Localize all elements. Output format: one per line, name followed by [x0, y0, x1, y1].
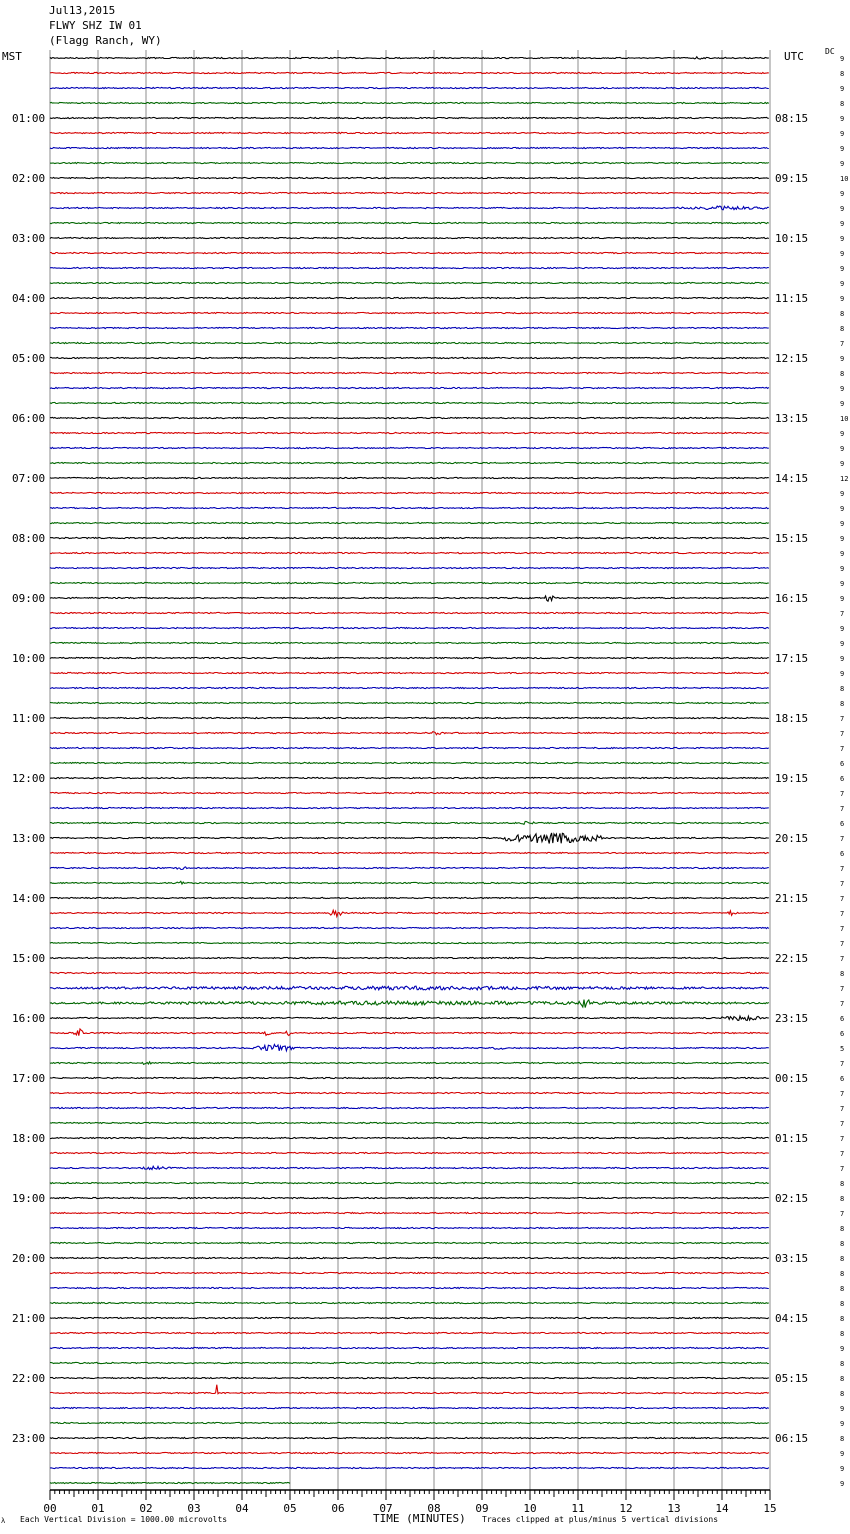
trace-row-42 [50, 687, 769, 688]
trace-row-50 [50, 807, 769, 808]
trace-row-21 [50, 372, 769, 373]
dc-value-label: 8 [840, 70, 845, 78]
hour-label-mst: 17:00 [12, 1072, 46, 1085]
trace-row-9 [50, 192, 769, 193]
trace-row-11 [50, 222, 769, 223]
dc-value-label: 8 [840, 970, 845, 978]
dc-value-label: 9 [840, 145, 845, 153]
hour-label-utc: 21:15 [775, 892, 809, 905]
trace-row-70 [50, 1107, 769, 1108]
trace-row-45 [50, 732, 769, 735]
trace-row-36 [50, 596, 769, 601]
dc-value-label: 6 [840, 820, 845, 828]
trace-row-35 [50, 582, 769, 583]
trace-row-54 [50, 867, 769, 870]
hour-label-mst: 11:00 [12, 712, 46, 725]
dc-value-label: 9 [840, 130, 845, 138]
dc-value-label: 7 [840, 730, 845, 738]
trace-row-13 [50, 252, 769, 253]
header-date: Jul13,2015 [49, 4, 116, 17]
trace-row-51 [50, 821, 769, 824]
x-tick-label: 00 [43, 1502, 57, 1515]
dc-value-label: 7 [840, 715, 845, 723]
dc-value-label: 9 [840, 1405, 845, 1413]
dc-value-label: 9 [840, 1420, 845, 1428]
trace-row-28 [50, 477, 769, 478]
dc-value-label: 6 [840, 850, 845, 858]
dc-value-label: 9 [840, 1450, 845, 1458]
hour-label-mst: 03:00 [12, 232, 46, 245]
dc-value-label: 7 [840, 1165, 845, 1173]
hour-label-utc: 18:15 [775, 712, 809, 725]
trace-row-85 [50, 1332, 769, 1333]
hour-label-utc: 06:15 [775, 1432, 809, 1445]
dc-value-label: 7 [840, 940, 845, 948]
trace-row-1 [50, 72, 769, 73]
trace-row-0 [50, 57, 769, 59]
dc-value-label: 9 [840, 250, 845, 258]
trace-row-39 [50, 642, 769, 643]
trace-row-56 [50, 897, 769, 898]
dc-value-label: 9 [840, 1345, 845, 1353]
dc-value-label: 8 [840, 1375, 845, 1383]
dc-value-label: 7 [840, 1150, 845, 1158]
hour-label-mst: 07:00 [12, 472, 46, 485]
hour-label-utc: 09:15 [775, 172, 809, 185]
trace-row-8 [50, 177, 769, 178]
hour-label-mst: 15:00 [12, 952, 46, 965]
dc-value-label: 9 [840, 430, 845, 438]
dc-value-label: 9 [840, 400, 845, 408]
hour-label-utc: 16:15 [775, 592, 809, 605]
dc-value-label: 9 [840, 490, 845, 498]
trace-row-66 [50, 1044, 769, 1050]
trace-row-31 [50, 522, 769, 523]
x-tick-label: 02 [139, 1502, 153, 1515]
hour-label-mst: 18:00 [12, 1132, 46, 1145]
x-tick-label: 04 [235, 1502, 249, 1515]
dc-value-label: 10 [840, 415, 849, 423]
hour-label-utc: 20:15 [775, 832, 809, 845]
trace-row-79 [50, 1242, 769, 1243]
trace-row-29 [50, 492, 769, 493]
hour-label-mst: 02:00 [12, 172, 46, 185]
dc-value-label: 8 [840, 310, 845, 318]
dc-value-label: 9 [840, 355, 845, 363]
dc-value-label: 8 [840, 1390, 845, 1398]
trace-row-2 [50, 87, 769, 88]
hour-label-utc: 13:15 [775, 412, 809, 425]
hour-label-mst: 12:00 [12, 772, 46, 785]
hour-label-mst: 19:00 [12, 1192, 46, 1205]
hour-label-mst: 08:00 [12, 532, 46, 545]
hour-label-utc: 08:15 [775, 112, 809, 125]
hour-label-utc: 02:15 [775, 1192, 809, 1205]
trace-row-69 [50, 1092, 769, 1093]
dc-value-label: 9 [840, 625, 845, 633]
trace-row-61 [50, 972, 769, 973]
scale-note: Each Vertical Division = 1000.00 microvolts [20, 1515, 228, 1524]
hour-label-utc: 04:15 [775, 1312, 809, 1325]
dc-value-label: 9 [840, 115, 845, 123]
dc-value-label: 8 [840, 1195, 845, 1203]
x-tick-label: 14 [715, 1502, 729, 1515]
dc-value-label: 8 [840, 1240, 845, 1248]
dc-value-label: 7 [840, 925, 845, 933]
dc-value-label: 7 [840, 1120, 845, 1128]
dc-value-label: 9 [840, 505, 845, 513]
header-location: (Flagg Ranch, WY) [49, 34, 162, 47]
trace-row-60 [50, 957, 769, 958]
trace-row-62 [50, 986, 769, 990]
hour-label-utc: 10:15 [775, 232, 809, 245]
hour-label-utc: 15:15 [775, 532, 809, 545]
hour-label-mst: 01:00 [12, 112, 46, 125]
dc-value-label: 7 [840, 340, 845, 348]
dc-value-label: 9 [840, 220, 845, 228]
dc-value-label: 9 [840, 295, 845, 303]
trace-row-78 [50, 1227, 769, 1228]
trace-row-63 [50, 1000, 769, 1008]
x-tick-label: 08 [427, 1502, 441, 1515]
trace-row-41 [50, 672, 769, 673]
trace-row-75 [50, 1182, 769, 1183]
hour-label-utc: 14:15 [775, 472, 809, 485]
trace-row-16 [50, 297, 769, 298]
x-axis-label: TIME (MINUTES) [373, 1512, 466, 1525]
dc-value-label: 8 [840, 700, 845, 708]
trace-row-81 [50, 1272, 769, 1273]
trace-row-48 [50, 777, 769, 778]
dc-value-label: 9 [840, 160, 845, 168]
dc-value-label: 10 [840, 175, 849, 183]
hour-label-utc: 01:15 [775, 1132, 809, 1145]
trace-row-18 [50, 327, 769, 328]
dc-value-label: 7 [840, 745, 845, 753]
trace-row-57 [50, 910, 769, 916]
trace-row-68 [50, 1077, 769, 1078]
dc-value-label: 8 [840, 100, 845, 108]
hour-label-utc: 11:15 [775, 292, 809, 305]
dc-value-label: 9 [840, 1465, 845, 1473]
dc-value-label: 7 [840, 835, 845, 843]
trace-row-88 [50, 1377, 769, 1378]
dc-value-label: 9 [840, 205, 845, 213]
dc-value-label: 8 [840, 325, 845, 333]
hour-label-mst: 09:00 [12, 592, 46, 605]
dc-value-label: 9 [840, 640, 845, 648]
x-tick-label: 05 [283, 1502, 297, 1515]
hour-label-mst: 14:00 [12, 892, 46, 905]
trace-row-20 [50, 357, 769, 358]
dc-value-label: 9 [840, 280, 845, 288]
trace-row-27 [50, 462, 769, 463]
dc-value-label: 7 [840, 865, 845, 873]
dc-value-label: 5 [840, 1045, 845, 1053]
clip-note: Traces clipped at plus/minus 5 vertical divisions [482, 1515, 719, 1524]
dc-value-label: 8 [840, 1315, 845, 1323]
dc-value-label: 7 [840, 880, 845, 888]
dc-value-label: 7 [840, 1090, 845, 1098]
dc-value-label: 7 [840, 1060, 845, 1068]
dc-value-label: 9 [840, 595, 845, 603]
trace-row-7 [50, 162, 769, 163]
dc-value-label: 9 [840, 385, 845, 393]
dc-value-label: 6 [840, 760, 845, 768]
hour-label-mst: 22:00 [12, 1372, 46, 1385]
trace-row-94 [50, 1467, 769, 1468]
dc-value-label: 7 [840, 1135, 845, 1143]
hour-label-utc: 17:15 [775, 652, 809, 665]
dc-value-label: 8 [840, 370, 845, 378]
dc-value-label: 8 [840, 1270, 845, 1278]
dc-value-label: 7 [840, 1210, 845, 1218]
trace-row-49 [50, 792, 769, 793]
dc-value-label: 9 [840, 550, 845, 558]
x-tick-label: 03 [187, 1502, 201, 1515]
hour-label-mst: 05:00 [12, 352, 46, 365]
dc-value-label: 8 [840, 1285, 845, 1293]
x-tick-label: 06 [331, 1502, 345, 1515]
hour-label-utc: 03:15 [775, 1252, 809, 1265]
corner-mark: λ [1, 1517, 6, 1525]
dc-value-label: 7 [840, 985, 845, 993]
hour-label-mst: 06:00 [12, 412, 46, 425]
dc-value-label: 7 [840, 895, 845, 903]
trace-row-33 [50, 552, 769, 553]
hour-label-utc: 19:15 [775, 772, 809, 785]
dc-value-label: 6 [840, 775, 845, 783]
dc-value-label: 8 [840, 685, 845, 693]
trace-row-95 [50, 1482, 290, 1483]
trace-row-52 [50, 833, 769, 844]
trace-row-37 [50, 612, 769, 613]
dc-value-label: 12 [840, 475, 849, 483]
dc-value-label: 8 [840, 1435, 845, 1443]
hour-label-mst: 23:00 [12, 1432, 46, 1445]
dc-value-label: 7 [840, 805, 845, 813]
right-zone-label: UTC [784, 50, 804, 63]
trace-row-92 [50, 1437, 769, 1438]
trace-row-64 [50, 1016, 769, 1020]
dc-value-label: 8 [840, 1225, 845, 1233]
x-tick-label: 15 [763, 1502, 777, 1515]
trace-row-17 [50, 312, 769, 313]
dc-value-label: 9 [840, 190, 845, 198]
trace-row-76 [50, 1197, 769, 1198]
trace-row-93 [50, 1452, 769, 1453]
trace-row-6 [50, 147, 769, 148]
trace-row-30 [50, 507, 769, 508]
dc-value-label: 9 [840, 670, 845, 678]
trace-row-86 [50, 1347, 769, 1348]
trace-row-90 [50, 1407, 769, 1408]
trace-row-23 [50, 402, 769, 403]
trace-row-14 [50, 267, 769, 268]
trace-row-10 [50, 206, 769, 210]
trace-row-32 [50, 537, 769, 538]
dc-value-label: 6 [840, 1015, 845, 1023]
dc-value-label: 8 [840, 1180, 845, 1188]
trace-row-22 [50, 387, 769, 388]
trace-row-47 [50, 762, 769, 763]
dc-value-label: 9 [840, 445, 845, 453]
x-tick-label: 09 [475, 1502, 489, 1515]
trace-row-12 [50, 237, 769, 238]
trace-row-24 [50, 417, 769, 418]
trace-row-55 [50, 881, 769, 884]
dc-value-label: 9 [840, 265, 845, 273]
trace-row-89 [50, 1385, 769, 1394]
trace-row-80 [50, 1257, 769, 1258]
trace-row-77 [50, 1212, 769, 1213]
dc-value-label: 9 [840, 565, 845, 573]
dc-value-label: 7 [840, 1105, 845, 1113]
hour-label-utc: 05:15 [775, 1372, 809, 1385]
dc-value-label: 7 [840, 1000, 845, 1008]
x-tick-label: 12 [619, 1502, 633, 1515]
dc-label: DC [825, 47, 835, 56]
trace-row-15 [50, 282, 769, 283]
x-tick-label: 07 [379, 1502, 393, 1515]
dc-value-label: 7 [840, 955, 845, 963]
hour-label-mst: 20:00 [12, 1252, 46, 1265]
trace-row-40 [50, 657, 769, 658]
trace-row-34 [50, 567, 769, 568]
trace-row-84 [50, 1317, 769, 1318]
hour-label-mst: 16:00 [12, 1012, 46, 1025]
dc-value-label: 9 [840, 520, 845, 528]
trace-row-58 [50, 927, 769, 928]
trace-row-91 [50, 1422, 769, 1423]
trace-row-87 [50, 1362, 769, 1363]
dc-value-label: 6 [840, 1030, 845, 1038]
trace-row-59 [50, 942, 769, 943]
dc-value-label: 7 [840, 610, 845, 618]
hour-label-utc: 00:15 [775, 1072, 809, 1085]
dc-value-label: 8 [840, 1300, 845, 1308]
hour-label-utc: 12:15 [775, 352, 809, 365]
dc-value-label: 9 [840, 460, 845, 468]
hour-label-utc: 23:15 [775, 1012, 809, 1025]
dc-value-label: 8 [840, 1255, 845, 1263]
x-tick-label: 01 [91, 1502, 105, 1515]
trace-row-19 [50, 342, 769, 343]
dc-value-label: 9 [840, 235, 845, 243]
dc-value-label: 9 [840, 55, 845, 63]
trace-row-38 [50, 627, 769, 628]
dc-value-label: 9 [840, 85, 845, 93]
dc-value-label: 9 [840, 655, 845, 663]
trace-row-5 [50, 132, 769, 133]
trace-row-82 [50, 1287, 769, 1288]
hour-label-mst: 13:00 [12, 832, 46, 845]
trace-row-3 [50, 102, 769, 103]
trace-row-43 [50, 702, 769, 703]
trace-row-25 [50, 432, 769, 433]
x-tick-label: 13 [667, 1502, 681, 1515]
trace-row-65 [50, 1029, 769, 1036]
dc-value-label: 9 [840, 580, 845, 588]
trace-row-26 [50, 447, 769, 448]
trace-row-72 [50, 1137, 769, 1138]
trace-row-83 [50, 1302, 769, 1303]
dc-value-label: 6 [840, 1075, 845, 1083]
dc-value-label: 9 [840, 1480, 845, 1488]
x-tick-label: 10 [523, 1502, 537, 1515]
trace-row-44 [50, 717, 769, 718]
hour-label-mst: 10:00 [12, 652, 46, 665]
trace-row-73 [50, 1152, 769, 1153]
trace-row-46 [50, 747, 769, 748]
trace-row-67 [50, 1062, 769, 1065]
dc-value-label: 8 [840, 1330, 845, 1338]
trace-row-71 [50, 1122, 769, 1123]
trace-row-4 [50, 117, 769, 118]
dc-value-label: 7 [840, 910, 845, 918]
hour-label-utc: 22:15 [775, 952, 809, 965]
trace-row-74 [50, 1166, 769, 1169]
dc-value-label: 9 [840, 535, 845, 543]
dc-value-label: 7 [840, 790, 845, 798]
x-tick-label: 11 [571, 1502, 585, 1515]
trace-row-53 [50, 852, 769, 853]
header-station: FLWY SHZ IW 01 [49, 19, 142, 32]
hour-label-mst: 21:00 [12, 1312, 46, 1325]
dc-value-label: 8 [840, 1360, 845, 1368]
hour-label-mst: 04:00 [12, 292, 46, 305]
left-zone-label: MST [2, 50, 22, 63]
